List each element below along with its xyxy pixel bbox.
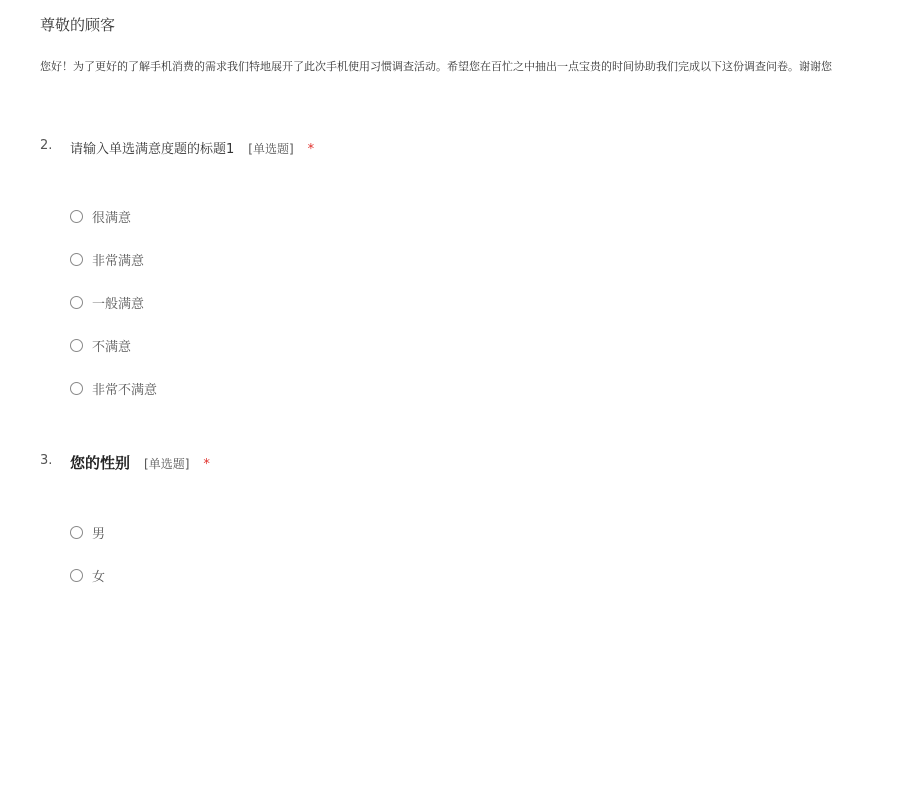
question-type-label: [单选题] xyxy=(248,142,294,156)
question-title-row xyxy=(70,138,314,157)
question-title: 您的性别 xyxy=(70,454,131,472)
option-label: 男 xyxy=(92,527,106,542)
option-extremely-satisfied[interactable] xyxy=(70,250,144,269)
option-label: 一般满意 xyxy=(92,297,145,312)
option-dissatisfied[interactable] xyxy=(70,336,131,355)
required-marker: * xyxy=(307,142,315,157)
radio-button[interactable] xyxy=(70,296,83,309)
radio-button[interactable] xyxy=(70,526,83,539)
question-number: 3. xyxy=(40,453,53,468)
option-male[interactable] xyxy=(70,523,105,542)
question-type-label: [单选题] xyxy=(144,457,190,471)
required-marker: * xyxy=(203,457,210,472)
option-very-dissatisfied[interactable] xyxy=(70,379,157,398)
option-female[interactable] xyxy=(70,566,105,585)
radio-button[interactable] xyxy=(70,210,83,223)
question-title: 请输入单选满意度题的标题1 xyxy=(70,142,235,157)
radio-button[interactable] xyxy=(70,253,83,266)
survey-intro: 您好！为了更好的了解手机消费的需求我们特地展开了此次手机使用习惯调查活动。希望您在百忙之中抽出一点宝贵的时间协助我们完成以下这份调查问卷。谢谢您 xyxy=(40,60,832,73)
question-title-row xyxy=(70,452,210,473)
option-very-satisfied[interactable] xyxy=(70,207,131,226)
option-label: 非常满意 xyxy=(92,254,145,269)
survey-greeting: 尊敬的顾客 xyxy=(40,16,116,34)
option-label: 不满意 xyxy=(92,340,132,355)
option-label: 很满意 xyxy=(92,211,132,226)
option-label: 女 xyxy=(92,570,106,585)
question-number: 2. xyxy=(40,138,53,153)
radio-button[interactable] xyxy=(70,339,83,352)
radio-button[interactable] xyxy=(70,569,83,582)
option-fairly-satisfied[interactable] xyxy=(70,293,144,312)
radio-button[interactable] xyxy=(70,382,83,395)
option-label: 非常不满意 xyxy=(92,383,158,398)
